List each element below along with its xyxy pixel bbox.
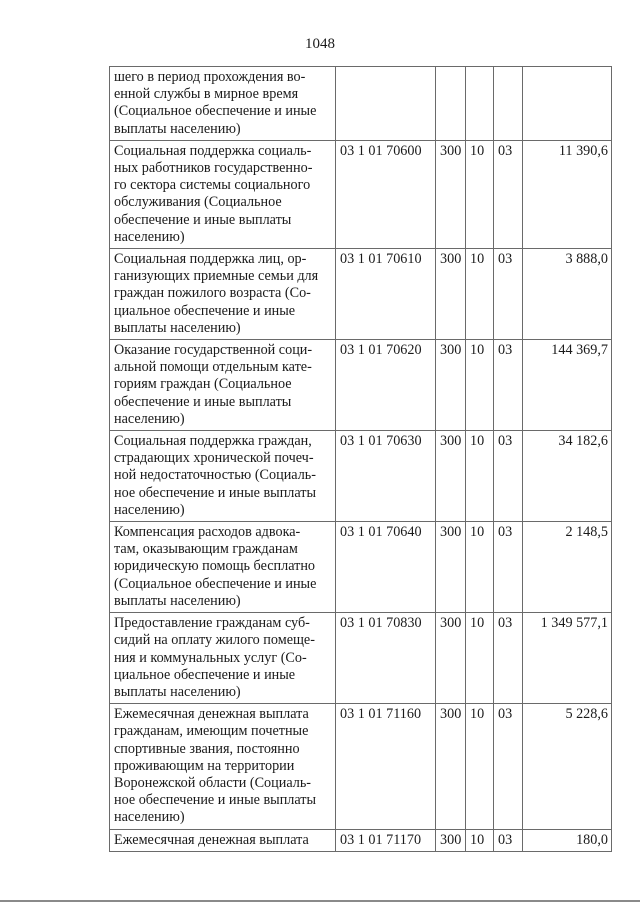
row-description bbox=[110, 140, 336, 248]
subsection-code: 03 bbox=[494, 249, 523, 340]
description-line: сидий на оплату жилого помеще- bbox=[114, 632, 315, 649]
row-description bbox=[110, 704, 336, 829]
description-line: выплаты населению) bbox=[114, 683, 241, 700]
target-article-code: 03 1 01 70600 bbox=[336, 140, 436, 248]
target-article-code: 03 1 01 70630 bbox=[336, 431, 436, 522]
row-description bbox=[110, 613, 336, 704]
subsection-code: 03 bbox=[494, 704, 523, 829]
subsection-code: 03 bbox=[494, 340, 523, 431]
description-line: циальное обеспечение и иные bbox=[114, 302, 296, 319]
description-line: граждан пожилого возраста (Со- bbox=[114, 285, 311, 302]
target-article-code: 03 1 01 70830 bbox=[336, 613, 436, 704]
description-line: там, оказывающим гражданам bbox=[114, 541, 298, 558]
amount: 1 349 577,1 bbox=[523, 613, 612, 704]
description-line: проживающим на территории bbox=[114, 757, 295, 774]
section-code bbox=[466, 67, 494, 141]
description-line: гориям граждан (Социальное bbox=[114, 376, 292, 393]
target-article-code: 03 1 01 71170 bbox=[336, 829, 436, 851]
description-line: выплаты населению) bbox=[114, 592, 241, 609]
description-line: Оказание государственной соци- bbox=[114, 342, 313, 359]
expense-type-code bbox=[436, 67, 466, 141]
description-line: Социальная поддержка лиц, ор- bbox=[114, 251, 307, 268]
amount: 11 390,6 bbox=[523, 140, 612, 248]
table-row bbox=[110, 67, 612, 141]
description-line: Предоставление гражданам суб- bbox=[114, 615, 310, 632]
expense-type-code: 300 bbox=[436, 140, 466, 248]
description-line: альной помощи отдельным кате- bbox=[114, 359, 312, 376]
description-line: населению) bbox=[114, 410, 185, 427]
amount bbox=[523, 67, 612, 141]
subsection-code: 03 bbox=[494, 140, 523, 248]
section-code: 10 bbox=[466, 613, 494, 704]
row-description bbox=[110, 522, 336, 613]
page-number: 1048 bbox=[305, 36, 335, 52]
description-line: ганизующих приемные семьи для bbox=[114, 268, 319, 285]
description-line: юридическую помощь бесплатно bbox=[114, 558, 316, 575]
description-line: (Социальное обеспечение и иные bbox=[114, 103, 317, 120]
budget-table-body bbox=[110, 67, 612, 852]
description-line: обеспечение и иные выплаты bbox=[114, 393, 292, 410]
description-line: Социальная поддержка социаль- bbox=[114, 142, 312, 159]
target-article-code: 03 1 01 71160 bbox=[336, 704, 436, 829]
description-line: Ежемесячная денежная выплата bbox=[114, 831, 309, 848]
expense-type-code: 300 bbox=[436, 704, 466, 829]
budget-table bbox=[109, 66, 612, 852]
expense-type-code: 300 bbox=[436, 829, 466, 851]
description-line: ных работников государственно- bbox=[114, 160, 313, 177]
section-code: 10 bbox=[466, 340, 494, 431]
row-description bbox=[110, 829, 336, 851]
expense-type-code: 300 bbox=[436, 249, 466, 340]
target-article-code: 03 1 01 70610 bbox=[336, 249, 436, 340]
expense-type-code: 300 bbox=[436, 431, 466, 522]
expense-type-code: 300 bbox=[436, 522, 466, 613]
section-code: 10 bbox=[466, 522, 494, 613]
description-line: обеспечение и иные выплаты bbox=[114, 211, 292, 228]
subsection-code: 03 bbox=[494, 522, 523, 613]
row-description bbox=[110, 431, 336, 522]
section-code: 10 bbox=[466, 140, 494, 248]
description-line: страдающих хронической почеч- bbox=[114, 450, 314, 467]
description-line: Социальная поддержка граждан, bbox=[114, 433, 312, 450]
description-line: спортивные звания, постоянно bbox=[114, 740, 300, 757]
row-description bbox=[110, 249, 336, 340]
table-row bbox=[110, 431, 612, 522]
table-row bbox=[110, 522, 612, 613]
description-line: ной недостаточностью (Социаль- bbox=[114, 467, 316, 484]
table-row bbox=[110, 613, 612, 704]
expense-type-code: 300 bbox=[436, 613, 466, 704]
subsection-code: 03 bbox=[494, 431, 523, 522]
subsection-code bbox=[494, 67, 523, 141]
description-line: (Социальное обеспечение и иные bbox=[114, 575, 317, 592]
table-row bbox=[110, 704, 612, 829]
subsection-code: 03 bbox=[494, 829, 523, 851]
description-line: Воронежской области (Социаль- bbox=[114, 774, 312, 791]
description-line: ное обеспечение и иные выплаты bbox=[114, 484, 317, 501]
description-line: выплаты населению) bbox=[114, 120, 241, 137]
description-line: гражданам, имеющим почетные bbox=[114, 723, 309, 740]
table-row bbox=[110, 829, 612, 851]
amount: 2 148,5 bbox=[523, 522, 612, 613]
table-row bbox=[110, 249, 612, 340]
description-line: Ежемесячная денежная выплата bbox=[114, 706, 309, 723]
description-line: циальное обеспечение и иные bbox=[114, 666, 296, 683]
target-article-code bbox=[336, 67, 436, 141]
description-line: Компенсация расходов адвока- bbox=[114, 524, 301, 541]
description-line: ния и коммунальных услуг (Со- bbox=[114, 649, 307, 666]
description-line: обслуживания (Социальное bbox=[114, 194, 282, 211]
row-description bbox=[110, 67, 336, 141]
description-line: выплаты населению) bbox=[114, 319, 241, 336]
row-description bbox=[110, 340, 336, 431]
page-bottom-rule bbox=[0, 900, 640, 902]
section-code: 10 bbox=[466, 704, 494, 829]
section-code: 10 bbox=[466, 431, 494, 522]
amount: 144 369,7 bbox=[523, 340, 612, 431]
amount: 34 182,6 bbox=[523, 431, 612, 522]
amount: 5 228,6 bbox=[523, 704, 612, 829]
description-line: ное обеспечение и иные выплаты bbox=[114, 792, 317, 809]
amount: 3 888,0 bbox=[523, 249, 612, 340]
description-line: го сектора системы социального bbox=[114, 177, 311, 194]
target-article-code: 03 1 01 70620 bbox=[336, 340, 436, 431]
target-article-code: 03 1 01 70640 bbox=[336, 522, 436, 613]
subsection-code: 03 bbox=[494, 613, 523, 704]
table-row bbox=[110, 340, 612, 431]
section-code: 10 bbox=[466, 829, 494, 851]
amount: 180,0 bbox=[523, 829, 612, 851]
table-row bbox=[110, 140, 612, 248]
description-line: населению) bbox=[114, 809, 185, 826]
description-line: населению) bbox=[114, 228, 185, 245]
description-line: шего в период прохождения во- bbox=[114, 69, 306, 85]
expense-type-code: 300 bbox=[436, 340, 466, 431]
description-line: населению) bbox=[114, 501, 185, 518]
description-line: енной службы в мирное время bbox=[114, 86, 299, 103]
section-code: 10 bbox=[466, 249, 494, 340]
